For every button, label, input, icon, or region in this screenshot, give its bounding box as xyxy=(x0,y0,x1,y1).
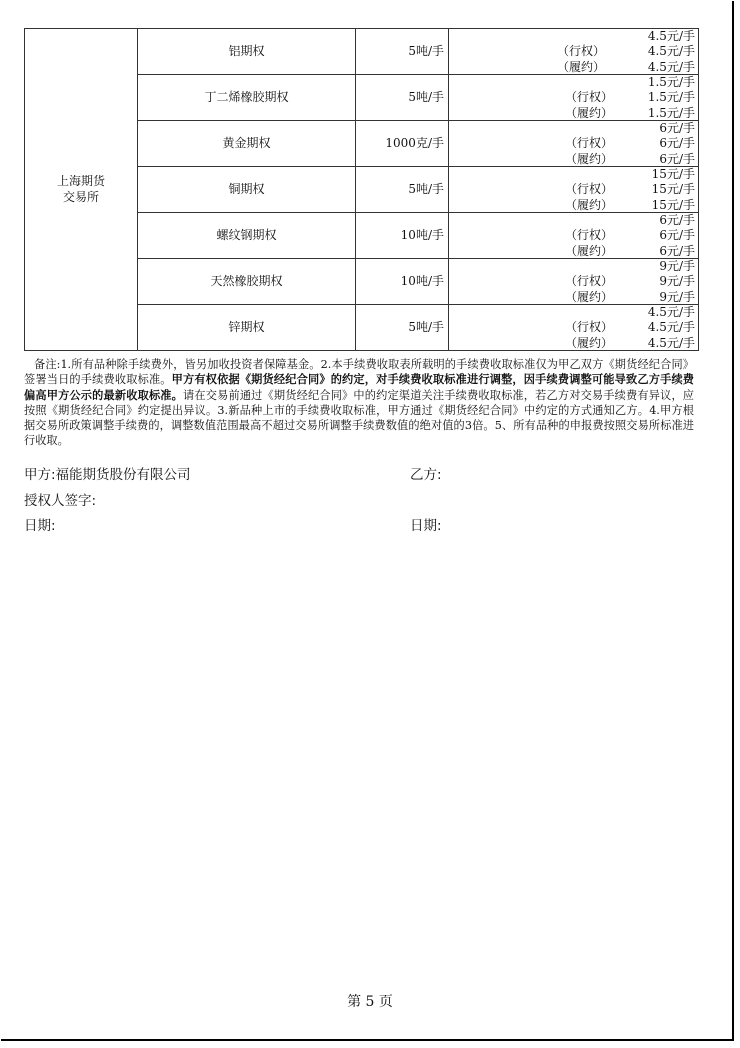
date-b: 日期: xyxy=(410,518,442,534)
authorized-signature: 授权人签字: xyxy=(24,493,97,509)
fee-type-label: （行权） xyxy=(565,274,614,289)
trading-unit: 5吨/手 xyxy=(356,167,449,213)
fee-value: 9元/手 xyxy=(659,289,695,304)
product-name: 天然橡胶期权 xyxy=(138,259,356,305)
trading-unit: 5吨/手 xyxy=(356,29,449,75)
fee-type-label: （履约） xyxy=(565,197,614,212)
party-a: 甲方:福能期货股份有限公司 xyxy=(24,467,191,483)
trading-unit: 1000克/手 xyxy=(356,121,449,167)
fee-value: 1.5元/手 xyxy=(647,75,695,89)
fee-value: 4.5元/手 xyxy=(647,320,695,335)
remark-part1: 备注:1.所有品种除手续费外，皆另加收投资者保障基金。2.本手续费收取表所载明的手续费收取标准仅为甲乙双方《期货经纪合同》签署当日的手续费收取标准。 xyxy=(24,358,694,387)
fee-type-label: （履约） xyxy=(565,243,614,258)
trading-unit: 5吨/手 xyxy=(356,75,449,121)
product-name: 铝期权 xyxy=(138,29,356,75)
fee-table xyxy=(24,28,699,351)
page-number: 第 5 页 xyxy=(347,994,393,1010)
fee-type-label: （行权） xyxy=(565,136,614,151)
fee-type-label: （行权） xyxy=(565,182,614,197)
remark-bold: 甲方有权依据《期货经纪合同》的约定，对手续费收取标准进行调整，因手续费调整可能导致乙方手续费偏高甲方公示的最新收取标准。 xyxy=(24,372,694,402)
fee-value: 6元/手 xyxy=(659,243,695,258)
trading-unit: 10吨/手 xyxy=(356,259,449,305)
product-name: 黄金期权 xyxy=(138,121,356,167)
fee-type-label: （履约） xyxy=(565,151,614,166)
remark-note xyxy=(24,357,694,449)
fee-type-label: （行权） xyxy=(565,320,614,335)
fee-value: 4.5元/手 xyxy=(647,59,695,74)
remark-part2: 请在交易前通过《期货经纪合同》中的约定渠道关注手续费收取标准，若乙方对交易手续费有异议，应按照《期货经纪合同》约定提出异议。3.新品种上市的手续费收取标准，甲方通过《期货经纪合同》中约定的方式通知乙方。4.甲方根据交易所政策调整手续费的，调整数值范围最高不超过交易所调整手续费数值的绝对值的3倍。5、所有品种的申报费按照交易所标准进行收取。 xyxy=(24,388,694,448)
fee-cell xyxy=(449,29,699,75)
fee-value: 15元/手 xyxy=(651,182,695,197)
fee-type-label: （履约） xyxy=(565,289,614,304)
fee-value: 6元/手 xyxy=(659,228,695,243)
fee-value: 4.5元/手 xyxy=(647,44,695,59)
fee-type-label: （履约） xyxy=(557,59,606,74)
fee-value: 6元/手 xyxy=(659,136,695,151)
exchange-name: 上海期货 交易所 xyxy=(25,29,138,351)
date-a: 日期: xyxy=(24,518,56,534)
table-row xyxy=(25,29,699,75)
fee-cell xyxy=(449,167,699,213)
fee-cell xyxy=(449,259,699,305)
product-name: 锌期权 xyxy=(138,305,356,351)
fee-type-label: （行权） xyxy=(565,228,614,243)
fee-value: 9元/手 xyxy=(659,274,695,289)
product-name: 铜期权 xyxy=(138,167,356,213)
fee-value: 6元/手 xyxy=(659,213,695,227)
trading-unit: 5吨/手 xyxy=(356,305,449,351)
fee-cell xyxy=(449,213,699,259)
trading-unit: 10吨/手 xyxy=(356,213,449,259)
fee-value: 1.5元/手 xyxy=(647,105,695,120)
fee-cell xyxy=(449,121,699,167)
fee-cell xyxy=(449,305,699,351)
fee-value: 15元/手 xyxy=(651,197,695,212)
fee-value: 9元/手 xyxy=(659,259,695,273)
product-name: 丁二烯橡胶期权 xyxy=(138,75,356,121)
fee-value: 6元/手 xyxy=(659,151,695,166)
fee-value: 6元/手 xyxy=(659,121,695,135)
fee-value: 15元/手 xyxy=(651,167,695,181)
fee-type-label: （行权） xyxy=(565,90,614,105)
product-name: 螺纹钢期权 xyxy=(138,213,356,259)
fee-type-label: （行权） xyxy=(557,44,606,59)
fee-value: 1.5元/手 xyxy=(647,90,695,105)
fee-value: 4.5元/手 xyxy=(647,29,695,43)
fee-value: 4.5元/手 xyxy=(647,335,695,350)
fee-type-label: （履约） xyxy=(565,335,614,350)
fee-cell xyxy=(449,75,699,121)
fee-type-label: （履约） xyxy=(565,105,614,120)
fee-value: 4.5元/手 xyxy=(647,305,695,319)
party-b: 乙方: xyxy=(410,467,442,483)
